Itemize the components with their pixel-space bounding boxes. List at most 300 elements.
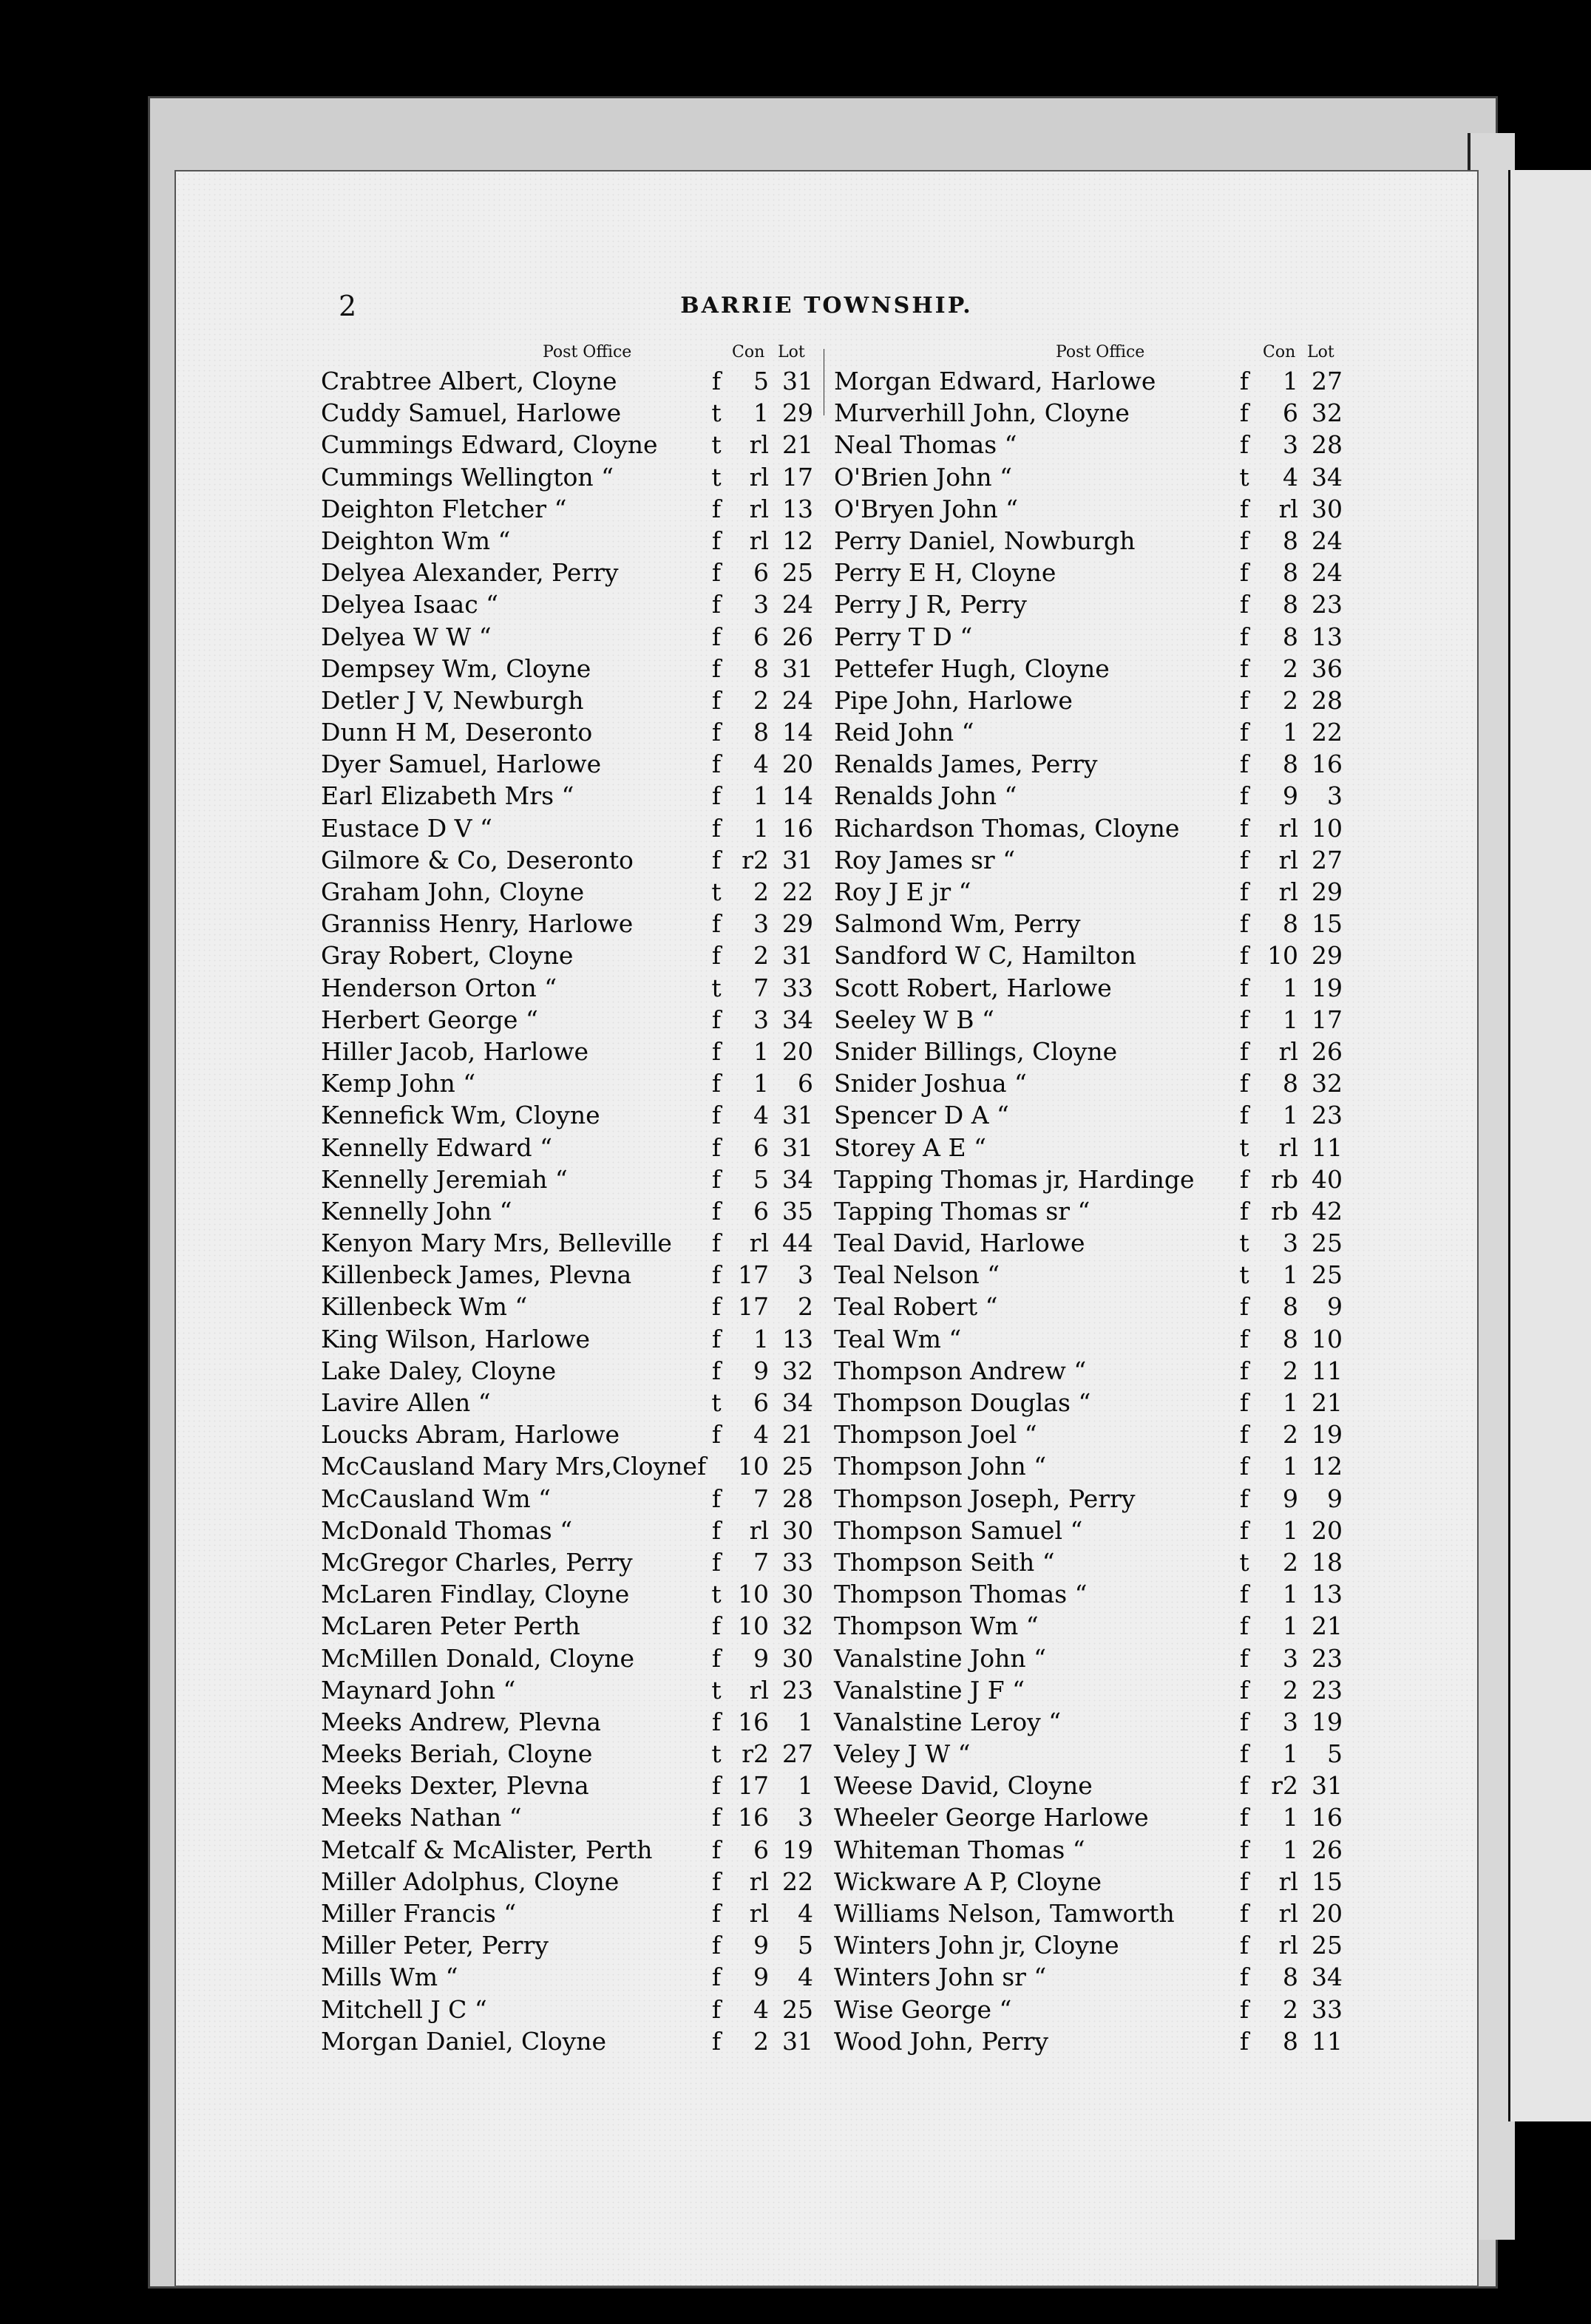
entry-lot: 13 [1312, 622, 1343, 651]
entry-tenure: f [711, 1643, 722, 1673]
entry-lot: 25 [1312, 1931, 1343, 1960]
entry-concession: 9 [753, 1931, 769, 1960]
entry-tenure: f [711, 1324, 722, 1353]
directory-entry [321, 1036, 846, 1067]
page-number: 2 [339, 290, 357, 322]
entry-tenure: f [1239, 1452, 1249, 1481]
entry-tenure: t [711, 973, 722, 1002]
entry-name: Roy J E jr “ [834, 877, 971, 906]
entry-concession: 6 [1283, 398, 1298, 428]
directory-entry [321, 1610, 846, 1642]
entry-concession: r2 [1271, 1771, 1298, 1801]
directory-entry [834, 1929, 1359, 1961]
directory-entry [834, 653, 1359, 684]
directory-entry [321, 1004, 846, 1036]
entry-name: Meeks Beriah, Cloyne [321, 1739, 593, 1769]
entry-concession: rl [1278, 494, 1298, 523]
entry-tenure: f [1239, 1484, 1249, 1513]
entry-name: Renalds James, Perry [834, 750, 1098, 779]
entry-lot: 31 [782, 941, 813, 971]
directory-entry [834, 1801, 1359, 1833]
entry-tenure: f [1239, 590, 1249, 619]
entry-lot: 19 [1312, 1420, 1343, 1450]
entry-tenure: t [711, 1739, 722, 1769]
directory-entry [321, 1897, 846, 1929]
entry-name: Tapping Thomas jr, Hardinge [834, 1164, 1195, 1194]
entry-lot: 33 [782, 973, 813, 1002]
directory-entry [834, 1994, 1359, 2025]
entry-lot: 34 [1312, 462, 1343, 492]
entry-tenure: f [711, 781, 722, 811]
entry-lot: 29 [782, 909, 813, 939]
entry-tenure: f [1239, 1005, 1249, 1034]
entry-name: Thompson Thomas “ [834, 1580, 1088, 1609]
entry-name: Dyer Samuel, Harlowe [321, 750, 602, 779]
entry-concession: 1 [753, 813, 769, 843]
entry-concession: 1 [753, 398, 769, 428]
directory-entry [321, 429, 846, 461]
entry-tenure: f [1239, 2026, 1249, 2056]
entry-name: Kennelly Edward “ [321, 1132, 552, 1162]
entry-tenure: f [711, 1835, 722, 1864]
entry-concession: 2 [1283, 685, 1298, 715]
entry-concession: 3 [1283, 1229, 1298, 1258]
entry-name: Lavire Allen “ [321, 1388, 491, 1417]
entry-tenure: f [1239, 1739, 1249, 1769]
entry-concession: rl [1278, 1036, 1298, 1066]
directory-entry [834, 621, 1359, 653]
entry-tenure: f [711, 909, 722, 939]
entry-lot: 19 [1312, 973, 1343, 1002]
lot-label: Lot [778, 343, 805, 361]
entry-name: Pettefer Hugh, Cloyne [834, 653, 1110, 683]
entry-concession: 8 [1283, 1292, 1298, 1322]
entry-lot: 15 [1312, 1866, 1343, 1896]
entry-concession: 8 [1283, 1963, 1298, 1992]
entry-lot: 24 [782, 590, 813, 619]
directory-entry [834, 1834, 1359, 1866]
directory-entry [321, 461, 846, 493]
entry-name: Gilmore & Co, Deseronto [321, 845, 634, 874]
entry-name: McMillen Donald, Cloyne [321, 1643, 635, 1673]
entry-concession: 2 [753, 941, 769, 971]
directory-entry [834, 812, 1359, 844]
entry-concession: 3 [1283, 430, 1298, 460]
entry-name: Gray Robert, Cloyne [321, 941, 574, 971]
entry-lot: 20 [1312, 1899, 1343, 1928]
entry-concession: 2 [1283, 1675, 1298, 1705]
entry-name: Neal Thomas “ [834, 430, 1017, 460]
entry-name: Renalds John “ [834, 781, 1017, 811]
entry-tenure: f [711, 622, 722, 651]
directory-entry [834, 844, 1359, 876]
entry-lot: 14 [782, 718, 813, 747]
entry-tenure: f [1239, 1899, 1249, 1928]
entry-lot: 25 [782, 558, 813, 588]
entry-lot: 31 [782, 367, 813, 395]
entry-concession: 9 [1283, 1484, 1298, 1513]
entry-concession: rl [1278, 813, 1298, 843]
entry-concession: rl [1278, 1899, 1298, 1928]
entry-name: Hiller Jacob, Harlowe [321, 1036, 589, 1066]
entry-lot: 36 [1312, 653, 1343, 683]
entry-lot: 27 [1312, 845, 1343, 874]
entry-tenure: f [1239, 1196, 1249, 1226]
entry-tenure: f [711, 1164, 722, 1194]
entry-name: Thompson Samuel “ [834, 1515, 1083, 1545]
entry-name: Thompson Joseph, Perry [834, 1484, 1136, 1513]
entry-lot: 24 [1312, 526, 1343, 555]
directory-entry [321, 365, 846, 397]
directory-entry [321, 2025, 846, 2057]
entry-lot: 4 [798, 1899, 813, 1928]
entry-concession: 3 [753, 590, 769, 619]
directory-entry [321, 1546, 846, 1578]
entry-lot: 6 [798, 1069, 813, 1098]
entry-concession: 1 [1283, 973, 1298, 1002]
entry-concession: 10 [738, 1611, 769, 1641]
entry-name: Kennefick Wm, Cloyne [321, 1101, 600, 1130]
entry-tenure: t [711, 1675, 722, 1705]
entry-lot: 31 [782, 1132, 813, 1162]
directory-entry [834, 1738, 1359, 1770]
entry-lot: 12 [1312, 1452, 1343, 1481]
entry-lot: 12 [782, 526, 813, 555]
directory-entry [834, 1387, 1359, 1418]
entry-tenure: f [1239, 845, 1249, 874]
entry-tenure: f [1239, 877, 1249, 906]
entry-name: Winters John sr “ [834, 1963, 1047, 1992]
entry-name: Granniss Henry, Harlowe [321, 909, 634, 939]
entry-lot: 3 [798, 1803, 813, 1832]
entry-lot: 34 [782, 1164, 813, 1194]
entry-name: Storey A E “ [834, 1132, 986, 1162]
entry-tenure: f [1239, 622, 1249, 651]
directory-entry [321, 1067, 846, 1099]
directory-entry [834, 2025, 1359, 2057]
entry-tenure: f [1239, 653, 1249, 683]
entry-lot: 29 [1312, 941, 1343, 971]
entry-lot: 23 [782, 1675, 813, 1705]
directory-entry [834, 1132, 1359, 1163]
entry-concession: rl [749, 462, 769, 492]
directory-entry [834, 461, 1359, 493]
entry-lot: 26 [1312, 1036, 1343, 1066]
entry-lot: 31 [1312, 1771, 1343, 1801]
entry-lot: 22 [1312, 718, 1343, 747]
directory-entry [834, 716, 1359, 748]
directory-entry [834, 1418, 1359, 1450]
entry-concession: 1 [753, 781, 769, 811]
entry-name: Detler J V, Newburgh [321, 685, 584, 715]
entry-concession: 8 [1283, 909, 1298, 939]
entry-lot: 30 [1312, 494, 1343, 523]
entry-name: Miller Francis “ [321, 1899, 517, 1928]
directory-entry [321, 1961, 846, 1993]
directory-entry [321, 1450, 846, 1482]
entry-tenure: f [711, 1484, 722, 1513]
entry-tenure: f [711, 1196, 722, 1226]
directory-entry [834, 1610, 1359, 1642]
entry-name: Roy James sr “ [834, 845, 1016, 874]
entry-name: Henderson Orton “ [321, 973, 557, 1002]
entry-concession: 8 [753, 653, 769, 683]
directory-entry [834, 429, 1359, 461]
entry-concession: 17 [738, 1771, 769, 1801]
entry-lot: 25 [782, 1452, 813, 1481]
directory-entry [321, 1929, 846, 1961]
entry-lot: 25 [1312, 1229, 1343, 1258]
entry-lot: 28 [1312, 430, 1343, 460]
entry-name: Salmond Wm, Perry [834, 909, 1081, 939]
right-column [834, 343, 1359, 2057]
entry-tenure: f [1239, 1356, 1249, 1385]
entry-lot: 3 [1327, 781, 1343, 811]
entry-concession: 4 [753, 1420, 769, 1450]
entry-name: Miller Peter, Perry [321, 1931, 549, 1960]
entry-concession: 4 [753, 1994, 769, 2024]
entry-tenure: f [1239, 1994, 1249, 2024]
entry-lot: 32 [1312, 398, 1343, 428]
entry-concession: 16 [738, 1803, 769, 1832]
directory-entry [834, 1450, 1359, 1482]
directory-entry [321, 493, 846, 525]
entry-name: Deighton Wm “ [321, 526, 511, 555]
entry-name: Perry T D “ [834, 622, 973, 651]
entry-lot: 26 [782, 622, 813, 651]
entry-tenure: f [711, 1899, 722, 1928]
entry-tenure: f [711, 1260, 722, 1290]
entry-tenure: f [1239, 1963, 1249, 1992]
entry-tenure: f [1239, 1643, 1249, 1673]
directory-entry [834, 1546, 1359, 1578]
entry-concession: 6 [753, 1196, 769, 1226]
entry-name: Teal David, Harlowe [834, 1229, 1085, 1258]
entry-concession: 1 [1283, 1260, 1298, 1290]
directory-entry [321, 1674, 846, 1706]
entry-concession: 7 [753, 1547, 769, 1577]
entry-concession: 8 [1283, 750, 1298, 779]
directory-entry [321, 557, 846, 588]
entry-tenure: f [1239, 1292, 1249, 1322]
entry-concession: 6 [753, 558, 769, 588]
entry-lot: 30 [782, 1643, 813, 1673]
entry-tenure: f [1239, 781, 1249, 811]
entry-lot: 32 [782, 1356, 813, 1385]
entry-name: McCausland Mary Mrs,Cloynef [321, 1452, 707, 1481]
directory-entry [834, 1323, 1359, 1355]
entry-tenure: f [1239, 1707, 1249, 1736]
directory-entry [321, 780, 846, 812]
entry-lot: 13 [782, 1324, 813, 1353]
entry-concession: rl [749, 430, 769, 460]
entry-concession: 2 [1283, 1356, 1298, 1385]
entry-name: Delyea Alexander, Perry [321, 558, 619, 588]
entry-lot: 31 [782, 2026, 813, 2056]
entry-tenure: f [1239, 941, 1249, 971]
entry-tenure: f [1239, 1580, 1249, 1609]
entry-tenure: f [1239, 558, 1249, 588]
entry-concession: 6 [753, 1132, 769, 1162]
directory-entry [321, 1642, 846, 1674]
directory-entry [321, 1227, 846, 1259]
right-entry-list [834, 365, 1359, 2057]
entry-lot: 25 [782, 1994, 813, 2024]
entry-name: Vanalstine John “ [834, 1643, 1046, 1673]
entry-name: Thompson Douglas “ [834, 1388, 1091, 1417]
entry-concession: 8 [753, 718, 769, 747]
entry-name: Whiteman Thomas “ [834, 1835, 1085, 1864]
entry-tenure: f [1239, 1164, 1249, 1194]
entry-lot: 16 [1312, 750, 1343, 779]
directory-entry [834, 1578, 1359, 1610]
directory-entry [834, 940, 1359, 971]
entry-name: Morgan Edward, Harlowe [834, 367, 1156, 395]
entry-tenure: f [711, 718, 722, 747]
entry-tenure: f [711, 685, 722, 715]
entry-name: Pipe John, Harlowe [834, 685, 1073, 715]
entry-concession: 17 [738, 1260, 769, 1290]
entry-lot: 31 [782, 653, 813, 683]
entry-name: Kennelly Jeremiah “ [321, 1164, 568, 1194]
entry-concession: 7 [753, 1484, 769, 1513]
entry-tenure: f [1239, 813, 1249, 843]
entry-tenure: f [711, 1611, 722, 1641]
entry-tenure: f [1239, 526, 1249, 555]
entry-lot: 31 [782, 1101, 813, 1130]
entry-lot: 29 [1312, 877, 1343, 906]
entry-name: Perry J R, Perry [834, 590, 1027, 619]
entry-lot: 32 [1312, 1069, 1343, 1098]
directory-entry [321, 1132, 846, 1163]
directory-entry [834, 1642, 1359, 1674]
entry-name: Perry E H, Cloyne [834, 558, 1056, 588]
entry-tenure: f [711, 1356, 722, 1385]
entry-concession: rl [749, 1515, 769, 1545]
entry-tenure: t [1239, 1547, 1249, 1577]
entry-concession: 1 [1283, 1101, 1298, 1130]
entry-concession: rb [1271, 1164, 1298, 1194]
entry-lot: 15 [1312, 909, 1343, 939]
entry-tenure: f [711, 1132, 722, 1162]
entry-tenure: f [711, 1292, 722, 1322]
next-page-edge [1508, 170, 1591, 2121]
entry-lot: 1 [798, 1707, 813, 1736]
entry-name: Winters John jr, Cloyne [834, 1931, 1119, 1960]
entry-name: Cummings Wellington “ [321, 462, 614, 492]
entry-lot: 32 [782, 1611, 813, 1641]
entry-tenure: f [711, 1803, 722, 1832]
directory-entry [321, 1866, 846, 1897]
entry-concession: 5 [753, 367, 769, 395]
entry-lot: 28 [1312, 685, 1343, 715]
entry-concession: 2 [753, 877, 769, 906]
entry-name: Miller Adolphus, Cloyne [321, 1866, 620, 1896]
lot-label: Lot [1307, 343, 1334, 361]
directory-entry [834, 1227, 1359, 1259]
entry-name: Mills Wm “ [321, 1963, 458, 1992]
entry-lot: 27 [1312, 367, 1343, 395]
entry-lot: 34 [782, 1005, 813, 1034]
entry-name: Thompson Andrew “ [834, 1356, 1087, 1385]
entry-tenure: f [711, 750, 722, 779]
entry-name: Meeks Nathan “ [321, 1803, 522, 1832]
entry-lot: 21 [1312, 1611, 1343, 1641]
entry-lot: 11 [1312, 1356, 1343, 1385]
entry-lot: 23 [1312, 1675, 1343, 1705]
directory-entry [321, 748, 846, 780]
entry-lot: 42 [1312, 1196, 1343, 1226]
entry-concession: 9 [753, 1963, 769, 1992]
entry-concession: rl [749, 1866, 769, 1896]
directory-entry [834, 876, 1359, 908]
directory-entry [834, 588, 1359, 620]
entry-lot: 14 [782, 781, 813, 811]
entry-name: O'Brien John “ [834, 462, 1012, 492]
directory-entry [321, 1834, 846, 1866]
entry-concession: 1 [1283, 1515, 1298, 1545]
entry-concession: 4 [753, 750, 769, 779]
entry-name: Teal Wm “ [834, 1324, 962, 1353]
page-title: BARRIE TOWNSHIP. [680, 293, 973, 319]
entry-lot: 5 [1327, 1739, 1343, 1769]
entry-lot: 40 [1312, 1164, 1343, 1194]
entry-concession: rl [749, 526, 769, 555]
entry-tenure: f [711, 813, 722, 843]
entry-tenure: f [711, 1515, 722, 1545]
entry-name: Metcalf & McAlister, Perth [321, 1835, 653, 1864]
entry-concession: 9 [1283, 781, 1298, 811]
con-label: Con [732, 343, 765, 361]
entry-name: McDonald Thomas “ [321, 1515, 573, 1545]
entry-name: Veley J W “ [834, 1739, 971, 1769]
entry-name: Vanalstine J F “ [834, 1675, 1025, 1705]
entry-concession: rl [1278, 1866, 1298, 1896]
entry-concession: 2 [1283, 1547, 1298, 1577]
entry-name: Thompson Wm “ [834, 1611, 1039, 1641]
entry-concession: 8 [1283, 622, 1298, 651]
entry-name: Snider Billings, Cloyne [834, 1036, 1118, 1066]
entry-concession: 2 [1283, 653, 1298, 683]
entry-lot: 34 [1312, 1963, 1343, 1992]
entry-lot: 23 [1312, 1101, 1343, 1130]
entry-concession: 5 [753, 1164, 769, 1194]
entry-lot: 23 [1312, 1643, 1343, 1673]
directory-entry [834, 1706, 1359, 1738]
entry-concession: 1 [753, 1324, 769, 1353]
directory-entry [321, 1418, 846, 1450]
directory-entry [321, 1323, 846, 1355]
entry-name: Earl Elizabeth Mrs “ [321, 781, 574, 811]
entry-name: Thompson Joel “ [834, 1420, 1037, 1450]
entry-tenure: t [1239, 1260, 1249, 1290]
entry-lot: 26 [1312, 1835, 1343, 1864]
entry-name: Graham John, Cloyne [321, 877, 585, 906]
entry-lot: 11 [1312, 1132, 1343, 1162]
entry-lot: 33 [1312, 1994, 1343, 2024]
directory-entry [321, 1387, 846, 1418]
left-entry-list [321, 365, 846, 2057]
directory-entry [321, 876, 846, 908]
entry-name: Teal Nelson “ [834, 1260, 1000, 1290]
entry-tenure: f [1239, 1069, 1249, 1098]
directory-entry [321, 716, 846, 748]
entry-concession: rl [1278, 1132, 1298, 1162]
entry-tenure: f [1239, 1611, 1249, 1641]
entry-name: Tapping Thomas sr “ [834, 1196, 1090, 1226]
entry-lot: 20 [1312, 1515, 1343, 1545]
entry-tenure: f [711, 1036, 722, 1066]
